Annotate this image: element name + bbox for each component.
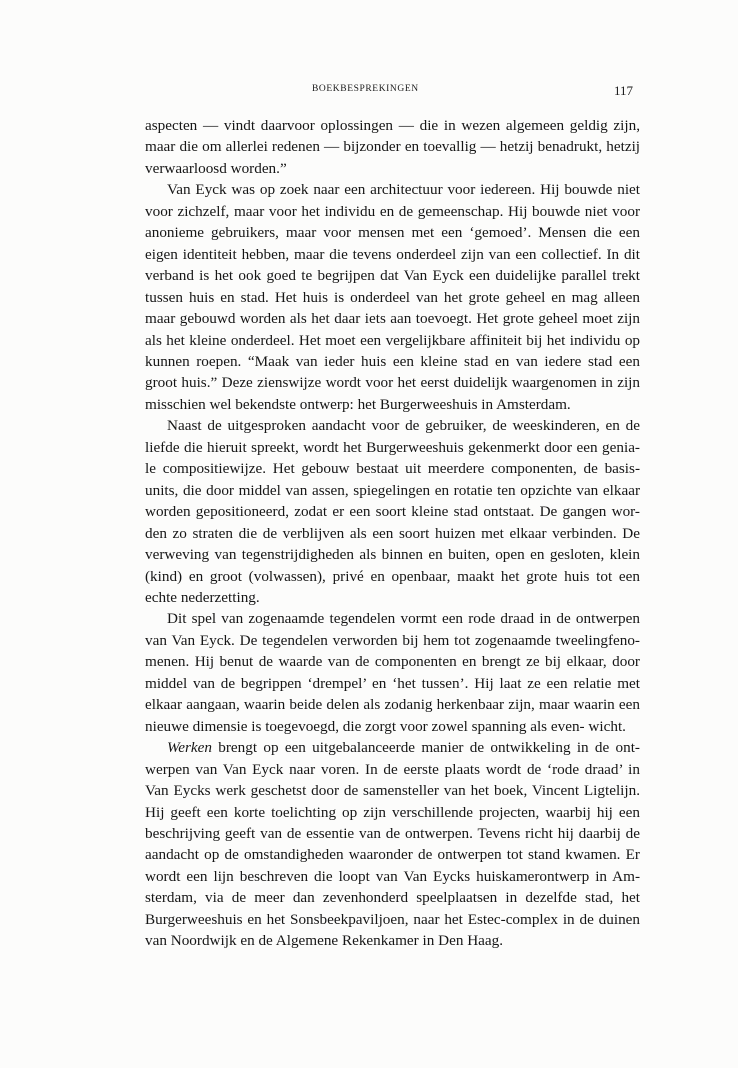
text-line: verweving van tegenstrijdigheden als binnen en buiten, open en gesloten, klein [145, 546, 640, 564]
text-line: units, die door middel van assen, spiegelingen en rotatie ten opzichte van elkaar [145, 481, 640, 499]
text-line: anonieme gebruikers, maar voor mensen met een ‘gemoed’. Mensen die een [145, 224, 640, 242]
book-title-italic: Werken [167, 739, 212, 757]
text-line: middel van de begrippen ‘drempel’ en ‘het tussen’. Hij laat ze een relatie met [145, 674, 640, 692]
page-number: 117 [614, 83, 634, 98]
review-body-text [145, 115, 640, 952]
text-line: liefde die hieruit spreekt, wordt het Burgerweeshuis gekenmerkt door een genia- [145, 438, 640, 456]
text-line: een nieuwe dimensie is toegevoegd, die zorgt voor zowel spanning als even- [145, 696, 640, 735]
text-line: Burgerweeshuis en het Sonsbeekpaviljoen, naar het Estec-complex in de duinen [145, 910, 640, 928]
text-line: aspecten — vindt daarvoor oplossingen — die in wezen algemeen geldig zijn, [145, 117, 640, 134]
text-line: misschien wel bekendste ontwerp: het Burgerweeshuis in Amsterdam. [145, 395, 571, 413]
paragraph [145, 179, 640, 415]
text-line: tussen huis en stad. Het huis is onderdeel van het grote geheel en mag alleen [145, 288, 640, 306]
paragraph [145, 415, 640, 608]
text-line: hetzij verwaarloosd worden.” [145, 138, 641, 177]
text-line: eigen identiteit hebben, maar die tevens onderdeel zijn van een collectief. In dit [145, 245, 640, 263]
text-line: voor zichzelf, maar voor het individu en de gemeenschap. Hij bouwde niet voor [145, 202, 640, 220]
text-line: den zo straten die de verblijven als een soort huizen met elkaar verbinden. De [145, 524, 640, 542]
text-line: elkaar aangaan, waarin beide delen als zodanig herkenbaar zijn, maar waarin [145, 696, 615, 714]
text-line: Van Eycks werk geschetst door de samensteller van het boek, Vincent Ligtelijn. [145, 782, 640, 800]
text-line: beschrijving geeft van de essentie van de ontwerpen. Tevens richt hij daarbij de [145, 824, 640, 842]
text-line: (kind) en groot (volwassen), privé en openbaar, maakt het grote huis tot een [145, 567, 640, 585]
text-line: Van Eyck was op zoek naar een architectuur voor iedereen. Hij bouwde niet [167, 181, 640, 199]
text-line: maar die om allerlei redenen — bijzonder en toevallig — hetzij benadrukt, [145, 138, 603, 156]
text-line: aandacht op de omstandigheden waaronder de ontwerpen tot stand kwamen. Er [145, 846, 640, 864]
text-line: brengt op een uitgebalanceerde manier de ontwikkeling in de ont- [211, 739, 640, 757]
text-line: groot huis.” Deze zienswijze wordt voor het eerst duidelijk waargenomen in zijn [145, 374, 640, 392]
text-line: werpen van Van Eyck naar voren. In de eerste plaats wordt de ‘rode draad’ in [145, 760, 640, 778]
paragraph [145, 115, 640, 179]
text-line: op kunnen roepen. “Maak van ieder huis een kleine stad en van iedere stad een [145, 331, 640, 370]
paragraph [145, 608, 640, 737]
text-line: Naast de uitgesproken aandacht voor de gebruiker, de weeskinderen, en de [167, 417, 640, 435]
paragraph [145, 737, 640, 952]
text-line: Hij geeft een korte toelichting op zijn verschillende projecten, waarbij hij een [145, 803, 640, 821]
text-line: verband is het ook goed te begrijpen dat Van Eyck een duidelijke parallel trekt [145, 267, 640, 285]
text-line: sterdam, via de meer dan zevenhonderd speelplaatsen in dezelfde stad, het [145, 889, 640, 907]
text-line: wordt een lijn beschreven die loopt van Van Eycks huiskamerontwerp in Am- [145, 867, 640, 885]
running-header-title: BOEKBESPREKINGEN [312, 84, 419, 94]
text-line: als het kleine onderdeel. Het moet een vergelijkbare affiniteit bij het individu [145, 331, 621, 349]
text-line: van Noordwijk en de Algemene Rekenkamer in Den Haag. [145, 932, 504, 950]
text-line: le compositiewijze. Het gebouw bestaat uit meerdere componenten, de basis- [145, 460, 640, 478]
text-line: worden gepositioneerd, zodat er een soort kleine stad ontstaat. De gangen wor- [145, 503, 640, 521]
text-line: wicht. [588, 717, 626, 735]
text-line: maar gebouwd worden als het daar iets aan toevoegt. Het grote geheel moet zijn [145, 310, 640, 328]
text-line: van Van Eyck. De tegendelen verworden bij hem tot zogenaamde tweelingfeno- [145, 631, 640, 649]
text-line: Dit spel van zogenaamde tegendelen vormt een rode draad in de ontwerpen [167, 610, 640, 628]
text-line: echte nederzetting. [145, 588, 260, 606]
text-line: menen. Hij benut de waarde van de componenten en brengt ze bij elkaar, door [145, 653, 640, 671]
